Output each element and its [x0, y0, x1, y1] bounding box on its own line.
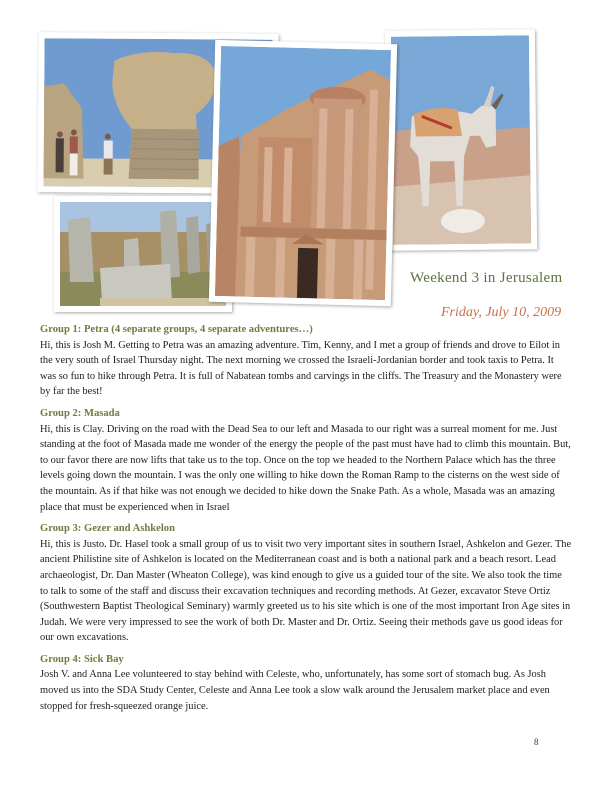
monastery-photo: [209, 40, 397, 306]
monastery-image: [215, 46, 391, 300]
donkey-photo: [385, 29, 537, 251]
section-masada: [40, 406, 572, 515]
page-date: Friday, July 10, 2009: [441, 305, 562, 320]
standing-stones-image: [60, 202, 226, 306]
section-heading: Group 4: Sick Bay: [40, 653, 124, 665]
article-content: [40, 322, 572, 720]
standing-stones-photo: [54, 196, 232, 312]
section-body: Hi, this is Clay. Driving on the road with the Dead Sea to our left and Masada to our right was a surreal moment for me. Just standing at the foot of Masada made me wonder of the energy the people of the past must have had to climb this mountain. But, to our favor there are now lifts that take us to the top. Once on the top we headed to the Northern Palace which has the three levels going down the mountain. I was the only one willing to hike down the Roman Ramp to the cisterns on the west side of the mountain. As if that hike was not enough we decided to hike down the Snake Path. As a whole, Masada was an amazing place that must be experienced when in Israel: [40, 423, 571, 513]
section-heading: Group 1: Petra (4 separate groups, 4 separate adventures…): [40, 324, 313, 335]
section-body: Josh V. and Anna Lee volunteered to stay behind with Celeste, who, unfortunately, has some sort of stomach bug. As Josh moved us into the SDA Study Center, Celeste and Anna Lee took a slow walk around the Jerusalem market place and even stopped for fresh-squeezed orange juice.: [40, 669, 550, 712]
section-sick-bay: [40, 652, 572, 714]
section-heading: Group 3: Gezer and Ashkelon: [40, 523, 175, 535]
section-body: Hi, this is Justo. Dr. Hasel took a small group of us to visit two very important sites in southern Israel, Ashkelon and Gezer. The ancient Philistine site of Ashkelon is located on the Mediterranean coast and is both a national park and a beach resort. Lead archaeologist, Dr. Dan Master (Wheaton College), was kind enough to give us a guided tour of the site. We also took the time to talk to some of the staff and discuss their excavation techniques and recording methods. At Gezer, excavator Steve Ortiz (Southwestern Baptist Theological Seminary) warmly greeted us to his site which is one of the most important Iron Age sites in Judah. We were very impressed to see the work of both Dr. Master and Dr. Ortiz. Seeing their methods gave us good ideas for our own excavations.: [40, 538, 572, 644]
section-petra: [40, 322, 572, 400]
section-gezer-ashkelon: [40, 521, 572, 646]
page-number: 8: [534, 737, 539, 747]
donkey-image: [391, 35, 531, 244]
page-title: Weekend 3 in Jerusalem: [410, 270, 563, 286]
section-body: Hi, this is Josh M. Getting to Petra was an amazing adventure. Tim, Kenny, and I met a group of friends and drove to Eilot in the very south of Israel Thursday night. The next morning we crossed the Israeli-Jordanian border and took taxis to Petra. It was so fun to hike through Petra. It is full of Nabatean tombs and carvings in the cliffs. The Treasury and the Monastery were by far the best!: [40, 339, 562, 398]
section-heading: Group 2: Masada: [40, 407, 120, 419]
